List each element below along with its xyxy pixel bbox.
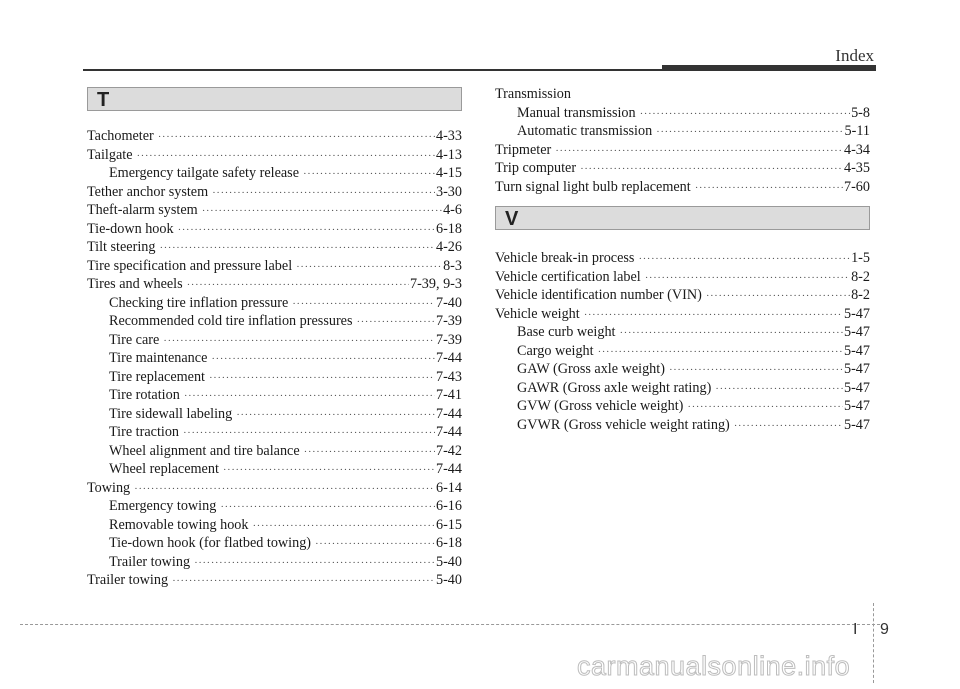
index-entry (87, 238, 462, 257)
index-entry (495, 249, 870, 268)
index-entry (495, 323, 870, 342)
index-entry (87, 331, 462, 350)
index-entry-page: 5-47 (843, 361, 870, 377)
dot-leader (584, 306, 843, 325)
index-entry-label: Tire traction (109, 424, 180, 440)
index-entry-label: GAWR (Gross axle weight rating) (517, 379, 712, 396)
index-entry-label: Tires and wheels (87, 276, 183, 292)
index-entry-page: 1-5 (851, 250, 870, 266)
index-entry-page: 7-44 (435, 350, 462, 366)
footer-section-letter: I (853, 621, 858, 638)
footer-separator (873, 603, 874, 683)
index-entry (87, 312, 462, 331)
index-entry (495, 286, 870, 305)
index-entry-page: 4-13 (435, 146, 462, 163)
index-entry (87, 183, 462, 202)
index-entry (87, 442, 462, 461)
index-entry (87, 460, 462, 479)
index-entry (495, 397, 870, 416)
index-entry-label: Vehicle break-in process (495, 250, 635, 266)
index-column-left (87, 87, 462, 590)
dot-leader (178, 221, 435, 240)
footer-rule (20, 624, 880, 625)
index-entry-label: Trailer towing (87, 572, 169, 588)
dot-leader (194, 554, 435, 573)
dot-leader (296, 258, 442, 277)
index-entry-page: 5-47 (843, 398, 870, 414)
index-entry-page: 4-15 (435, 165, 462, 181)
index-list-v (495, 249, 870, 434)
index-entry-label: Tilt steering (87, 239, 156, 255)
index-entry-page: 7-44 (435, 461, 462, 477)
index-entry-page: 4-26 (435, 239, 462, 255)
index-entry-label: Transmission (495, 86, 571, 102)
dot-leader (209, 369, 435, 388)
index-entry-page: 5-11 (844, 123, 870, 139)
index-entry-page: 5-47 (843, 324, 870, 340)
index-entry-page: 5-47 (843, 305, 870, 322)
dot-leader (695, 179, 843, 198)
dot-leader (236, 406, 435, 425)
index-entry-page: 6-14 (435, 479, 462, 496)
index-entry (87, 294, 462, 313)
index-entry-page: 7-44 (435, 424, 462, 440)
index-entry-label: Wheel replacement (109, 461, 219, 477)
index-entry-page: 7-60 (843, 178, 870, 195)
index-entry (87, 257, 462, 276)
index-entry-page: 5-47 (843, 379, 870, 396)
index-entry-label: Tachometer (87, 128, 154, 144)
index-list-t-continued (495, 104, 870, 197)
dot-leader (638, 250, 850, 269)
index-entry-page: 6-18 (435, 220, 462, 237)
index-entry (87, 349, 462, 368)
dot-leader (223, 461, 435, 480)
index-entry-label: Trip computer (495, 160, 577, 176)
index-entry (87, 423, 462, 442)
dot-leader (715, 380, 843, 399)
index-entry (87, 201, 462, 220)
index-entry-label: Turn signal light bulb replacement (495, 178, 691, 195)
index-column-right (495, 85, 870, 434)
dot-leader (598, 343, 843, 362)
index-entry-label: Emergency towing (109, 498, 217, 514)
dot-leader (211, 350, 435, 369)
index-entry (87, 368, 462, 387)
dot-leader (304, 443, 435, 462)
index-entry-label: Tire maintenance (109, 350, 208, 366)
index-entry-label: GVW (Gross vehicle weight) (517, 398, 684, 414)
index-entry-label: Tire care (109, 331, 160, 348)
index-entry (87, 534, 462, 553)
index-entry-page: 4-34 (843, 141, 870, 158)
section-letter: T (97, 89, 110, 111)
index-entry-label: Theft-alarm system (87, 202, 198, 218)
index-entry-label: Tie-down hook (for flatbed towing) (109, 535, 312, 551)
index-entry-label: Tire replacement (109, 368, 205, 385)
index-entry-page: 7-39, 9-3 (409, 276, 462, 292)
dot-leader (187, 276, 409, 295)
index-entry-label: Automatic transmission (517, 123, 653, 139)
index-entry-page: 6-16 (435, 498, 462, 514)
index-entry-page: 6-15 (435, 516, 462, 533)
index-entry (87, 386, 462, 405)
index-entry (495, 104, 870, 123)
dot-leader (580, 160, 843, 179)
index-entry-label: GVWR (Gross vehicle weight rating) (517, 416, 730, 433)
dot-leader (158, 128, 435, 147)
index-entry (495, 305, 870, 324)
index-entry (87, 516, 462, 535)
index-entry (495, 342, 870, 361)
dot-leader (134, 480, 435, 499)
index-entry-heading (495, 85, 870, 104)
section-header-v (495, 206, 870, 230)
section-letter: V (505, 208, 519, 230)
index-entry-label: Tire sidewall labeling (109, 405, 233, 422)
index-entry (495, 268, 870, 287)
dot-leader (292, 295, 435, 314)
index-list-t (87, 127, 462, 590)
dot-leader (645, 269, 850, 288)
dot-leader (734, 417, 843, 436)
index-entry (495, 122, 870, 141)
index-entry (495, 141, 870, 160)
index-entry-label: GAW (Gross axle weight) (517, 361, 665, 377)
index-entry (87, 164, 462, 183)
index-entry-label: Vehicle identification number (VIN) (495, 287, 702, 303)
index-entry-page: 5-47 (843, 342, 870, 359)
index-entry-label: Wheel alignment and tire balance (109, 442, 300, 459)
index-entry-page: 5-47 (843, 416, 870, 433)
dot-leader (172, 572, 435, 591)
index-entry-label: Tether anchor system (87, 183, 209, 200)
index-entry-label: Checking tire inflation pressure (109, 294, 289, 311)
index-entry-label: Tire specification and pressure label (87, 257, 293, 274)
header-rule (83, 69, 663, 71)
index-entry (495, 379, 870, 398)
index-entry (87, 571, 462, 590)
index-entry-label: Tire rotation (109, 387, 180, 403)
index-entry-label: Base curb weight (517, 324, 616, 340)
index-entry-label: Manual transmission (517, 104, 636, 121)
index-entry-page: 6-18 (435, 535, 462, 551)
index-entry (87, 405, 462, 424)
header-bar (662, 65, 876, 71)
index-entry-page: 8-3 (443, 257, 462, 274)
index-entry-page: 8-2 (851, 287, 870, 303)
watermark: carmanualsonline.info (577, 651, 851, 681)
index-entry-label: Vehicle weight (495, 305, 580, 322)
index-entry (495, 360, 870, 379)
index-entry-page: 3-30 (435, 183, 462, 200)
index-entry-page: 7-41 (435, 387, 462, 403)
index-entry-label: Removable towing hook (109, 516, 249, 533)
index-entry-label: Emergency tailgate safety release (109, 165, 299, 181)
index-entry (87, 479, 462, 498)
index-entry-page: 7-39 (435, 313, 462, 329)
dot-leader (356, 313, 435, 332)
dot-leader (253, 517, 435, 536)
dot-leader (212, 184, 435, 203)
index-entry (87, 220, 462, 239)
dot-leader (184, 387, 435, 406)
index-entry-label: Cargo weight (517, 342, 594, 359)
index-entry-page: 5-40 (435, 572, 462, 588)
section-header-t (87, 87, 462, 111)
index-entry-page: 4-33 (435, 128, 462, 144)
index-entry (87, 553, 462, 572)
index-entry-label: Recommended cold tire inflation pressures (109, 313, 353, 329)
index-entry-page: 7-43 (435, 368, 462, 385)
dot-leader (220, 498, 435, 517)
index-entry-page: 7-42 (435, 442, 462, 459)
dot-leader (640, 105, 850, 124)
dot-leader (202, 202, 442, 221)
index-entry (87, 275, 462, 294)
page-number: 9 (880, 621, 889, 638)
index-entry-label: Tailgate (87, 146, 133, 163)
index-entry (87, 497, 462, 516)
index-entry-page: 5-40 (435, 553, 462, 570)
index-entry-page: 7-40 (435, 294, 462, 311)
dot-leader (669, 361, 843, 380)
index-entry (495, 416, 870, 435)
index-entry-page: 7-39 (435, 331, 462, 348)
dot-leader (620, 324, 843, 343)
index-entry-page: 4-35 (843, 160, 870, 176)
dot-leader (137, 147, 435, 166)
dot-leader (159, 239, 435, 258)
dot-leader (656, 123, 843, 142)
index-entry-page: 4-6 (443, 202, 462, 218)
dot-leader (303, 165, 435, 184)
dot-leader (687, 398, 843, 417)
index-entry-label: Tripmeter (495, 141, 552, 158)
index-entry-page: 5-8 (851, 104, 870, 121)
index-entry-label: Vehicle certification label (495, 268, 641, 285)
dot-leader (555, 142, 843, 161)
index-entry-label: Tie-down hook (87, 220, 174, 237)
dot-leader (183, 424, 435, 443)
dot-leader (315, 535, 435, 554)
index-entry (495, 178, 870, 197)
index-entry-label: Trailer towing (109, 553, 191, 570)
index-entry-label: Towing (87, 479, 131, 496)
page-title: Index (835, 46, 874, 65)
dot-leader (163, 332, 435, 351)
index-entry-page: 8-2 (851, 268, 870, 285)
index-entry (495, 159, 870, 178)
index-entry (87, 146, 462, 165)
dot-leader (706, 287, 850, 306)
index-entry (87, 127, 462, 146)
index-entry-page: 7-44 (435, 405, 462, 422)
